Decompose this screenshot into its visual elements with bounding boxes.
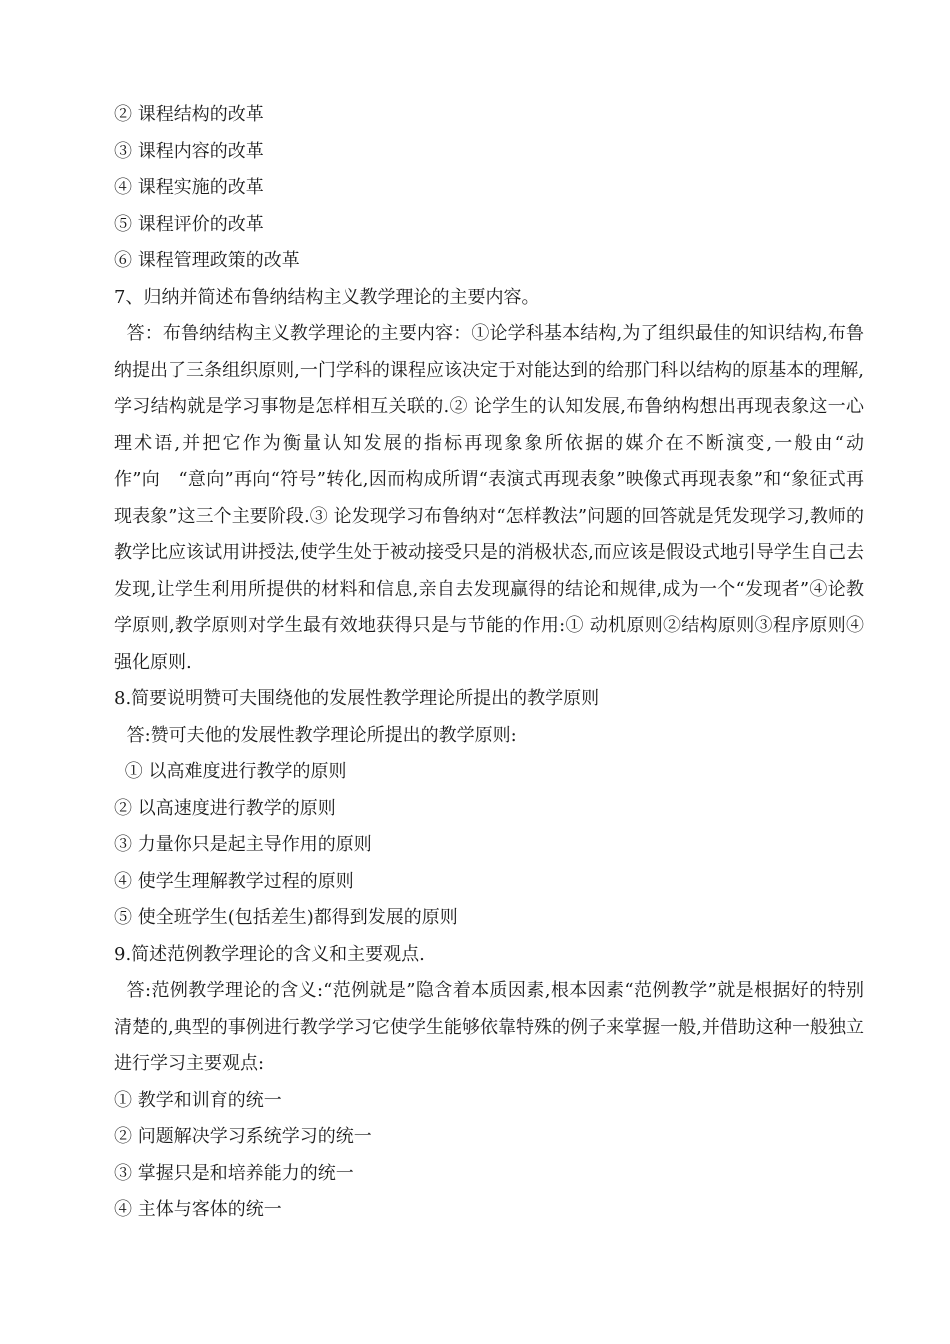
list-item: ① 教学和训育的统一 <box>114 1089 282 1111</box>
list-item: ③ 课程内容的改革 <box>114 140 264 162</box>
answer-8: 答:赞可夫他的发展性教学理论所提出的教学原则: <box>126 724 517 746</box>
list-item: ① 以高难度进行教学的原则 <box>124 761 347 782</box>
answer-9: 答:范例教学理论的含义:“范例就是”隐含着本质因素,根本因素“范例教学”就是根据好的特别清楚的,典型的事例进行教学学习它使学生能够依靠特殊的例子来掌握一般,并借助这种一般独立进行学习主要观点: <box>114 980 864 1074</box>
principle-list <box>114 754 864 937</box>
reform-list <box>114 97 864 280</box>
list-item: ② 问题解决学习系统学习的统一 <box>114 1126 372 1147</box>
viewpoint-list <box>114 1083 864 1229</box>
list-item: ③ 力量你只是起主导作用的原则 <box>114 834 372 855</box>
list-item: ④ 课程实施的改革 <box>114 177 264 198</box>
list-item: ④ 使学生理解教学过程的原则 <box>114 870 354 892</box>
list-item: ⑥ 课程管理政策的改革 <box>114 250 300 271</box>
list-item: ④ 主体与客体的统一 <box>114 1199 282 1220</box>
list-item: ⑤ 课程评价的改革 <box>114 213 264 235</box>
document-body <box>114 97 864 1229</box>
list-item: ⑤ 使全班学生(包括差生)都得到发展的原则 <box>114 907 458 928</box>
list-item: ② 以高速度进行教学的原则 <box>114 797 336 819</box>
list-item: ③ 掌握只是和培养能力的统一 <box>114 1162 354 1184</box>
question-9: 9.简述范例教学理论的含义和主要观点. <box>114 943 425 965</box>
list-item: ② 课程结构的改革 <box>114 104 264 125</box>
answer-7: 答：布鲁纳结构主义教学理论的主要内容：①论学科基本结构,为了组织最佳的知识结构,布鲁纳提出了三条组织原则,一门学科的课程应该决定于对能达到的给那门科以结构的原基本的理解,学习结构就是学习事物是怎样相互关联的.② 论学生的认知发展,布鲁纳构想出再现表象这一心理术语,并把它作为衡量认知发展的指标再现象象所依据的媒介在不断演变,一般由“动作”向 “意向”再向“符号”转化,因而构成所谓“表演式再现表象”映像式再现表象”和“象征式再现表象”这三个主要阶段.③ 论发现学习布鲁纳对“怎样教法”问题的回答就是凭发现学习,教师的教学比应该试用讲授法,使学生处于被动接受只是的消极状态,而应该是假设式地引导学生自己去发现,让学生利用所提供的材料和信息,亲自去发现赢得的结论和规律,成为一个“发现者”④论教学原则,教学原则对学生最有效地获得只是与节能的作用:① 动机原则②结构原则③程序原则④强化原则. <box>114 323 864 673</box>
question-7: 7、归纳并简述布鲁纳结构主义教学理论的主要内容。 <box>114 286 540 308</box>
question-8: 8.简要说明赞可夫围绕他的发展性教学理论所提出的教学原则 <box>114 688 600 709</box>
